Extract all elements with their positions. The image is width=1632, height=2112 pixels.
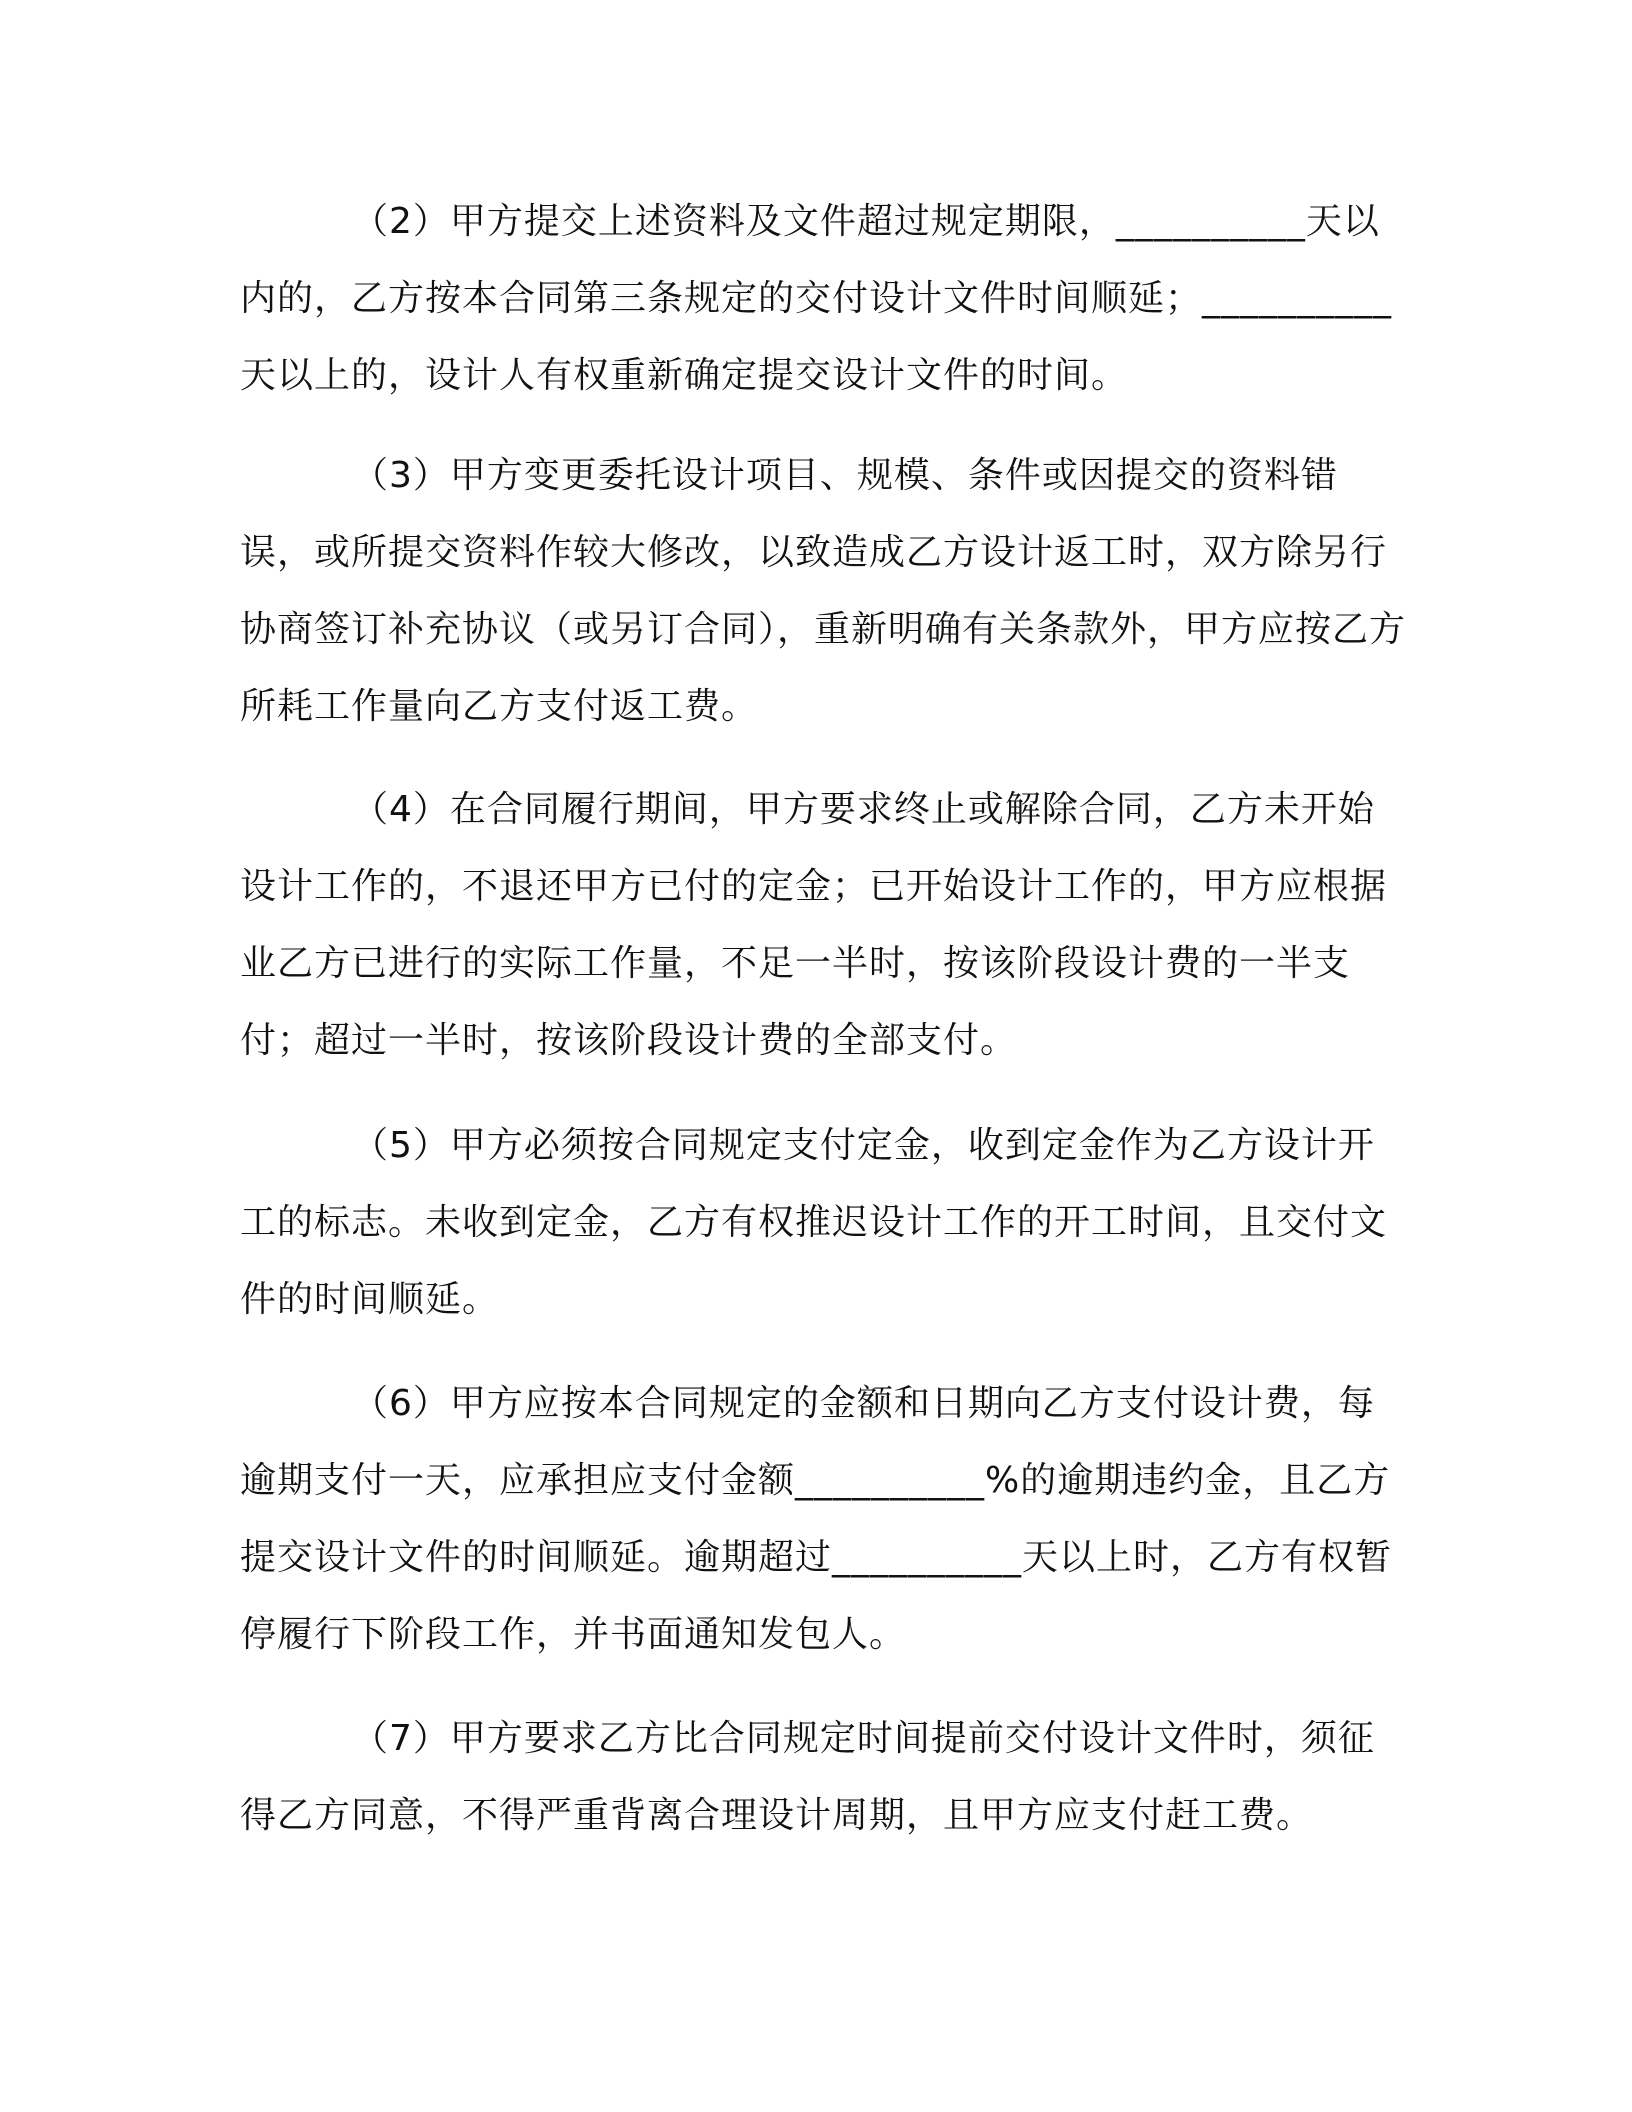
clause-3-paragraph: （3）甲方变更委托设计项目、规模、条件或因提交的资料错误，或所提交资料作较大修改，以致造成乙方设计返工时，双方除另行协商签订补充协议（或另订合同），重新明确有关条款外，甲方应按乙方所耗工作量向乙方支付返工费。 xyxy=(240,455,1407,727)
clause-5-paragraph: （5）甲方必须按合同规定支付定金，收到定金作为乙方设计开工的标志。未收到定金，乙方有权推迟设计工作的开工时间，且交付文件的时间顺延。 xyxy=(240,1125,1388,1320)
clause-6-paragraph: （6）甲方应按本合同规定的金额和日期向乙方支付设计费，每逾期支付一天，应承担应支付金额__________%的逾期违约金，且乙方提交设计文件的时间顺延。逾期超过__________天以上时，乙方有权暂停履行下阶段工作，并书面通知发包人。 xyxy=(240,1383,1393,1655)
clause-4-paragraph: （4）在合同履行期间，甲方要求终止或解除合同，乙方未开始设计工作的，不退还甲方已付的定金；已开始设计工作的，甲方应根据业乙方已进行的实际工作量，不足一半时，按该阶段设计费的一半支付；超过一半时，按该阶段设计费的全部支付。 xyxy=(240,789,1388,1061)
clause-2-paragraph: （2）甲方提交上述资料及文件超过规定期限，__________天以内的，乙方按本合同第三条规定的交付设计文件时间顺延；__________天以上的，设计人有权重新确定提交设计文件的时间。 xyxy=(240,201,1393,396)
clause-7-paragraph: （7）甲方要求乙方比合同规定时间提前交付设计文件时，须征得乙方同意，不得严重背离合理设计周期，且甲方应支付赶工费。 xyxy=(240,1718,1375,1836)
